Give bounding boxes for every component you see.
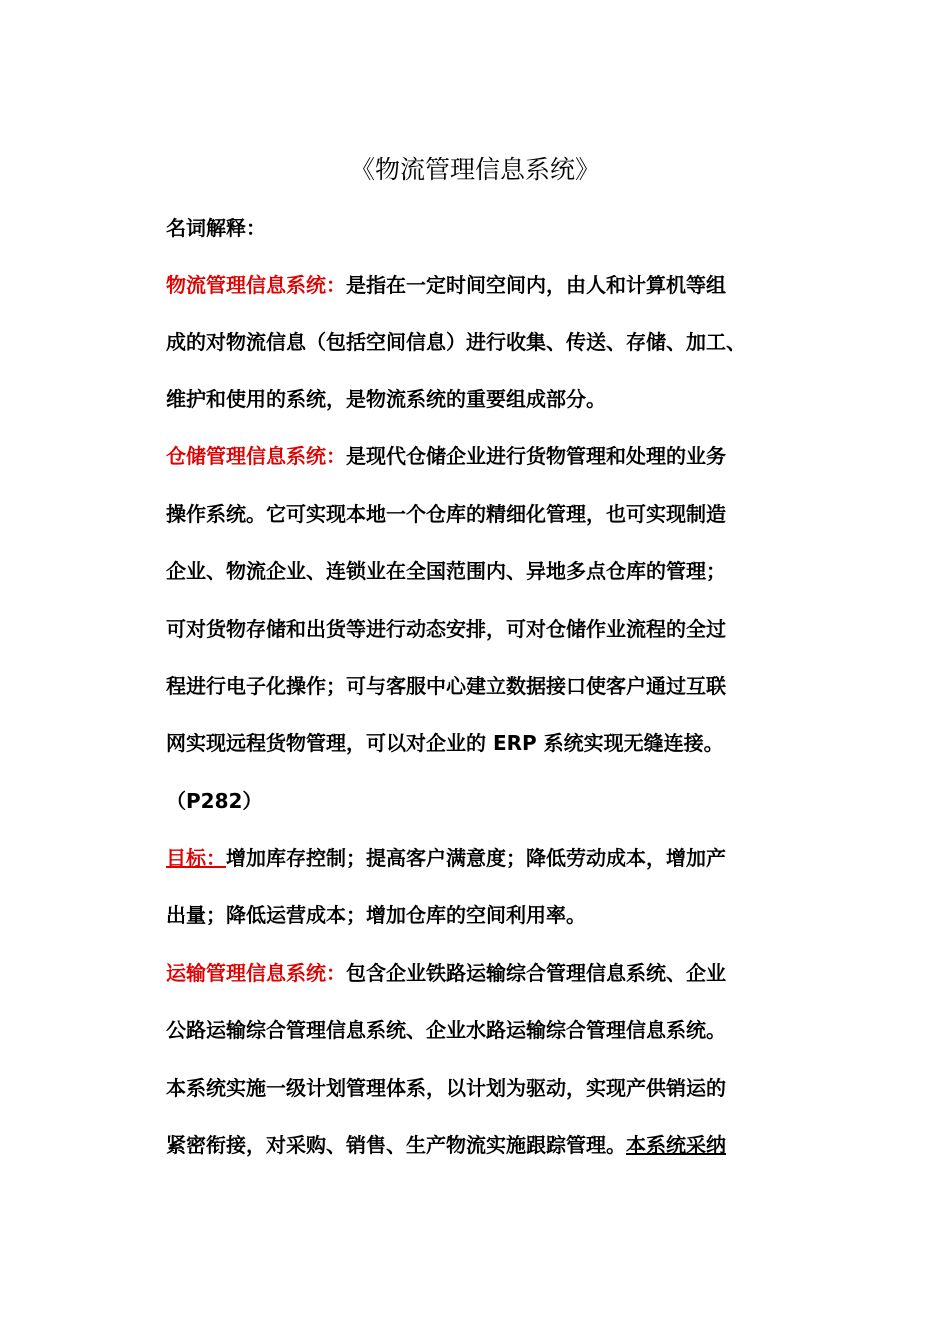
entry-line: 企业、物流企业、连锁业在全国范围内、异地多点仓库的管理； xyxy=(166,559,726,583)
page-reference: （P282） xyxy=(166,789,263,813)
definition-text: 紧密衔接，对采购、销售、生产物流实施跟踪管理。 xyxy=(166,1133,626,1157)
section-heading: 名词解释： xyxy=(166,216,266,240)
entry-line: 操作系统。它可实现本地一个仓库的精细化管理，也可实现制造 xyxy=(166,502,726,526)
definition-text: 是指在一定时间空间内，由人和计算机等组 xyxy=(346,273,726,297)
definition-text: 是现代仓储企业进行货物管理和处理的业务 xyxy=(346,444,726,468)
entry-line xyxy=(166,270,806,300)
entry-line xyxy=(166,1130,806,1160)
definition-text: 增加库存控制；提高客户满意度；降低劳动成本，增加产 xyxy=(226,846,726,870)
entry-line: 本系统实施一级计划管理体系，以计划为驱动，实现产供销运的 xyxy=(166,1076,726,1100)
term-warehouse-mis: 仓储管理信息系统： xyxy=(166,444,346,468)
entry-line: 网实现远程货物管理，可以对企业的 ERP 系统实现无缝连接。 xyxy=(166,731,724,755)
term-transport-mis: 运输管理信息系统： xyxy=(166,961,346,985)
term-logistics-mis: 物流管理信息系统： xyxy=(166,273,346,297)
entry-line xyxy=(166,441,806,471)
underlined-text: 本系统采纳 xyxy=(626,1133,726,1157)
entry-line: 可对货物存储和出货等进行动态安排，可对仓储作业流程的全过 xyxy=(166,617,726,641)
entry-line: 程进行电子化操作；可与客服中心建立数据接口使客户通过互联 xyxy=(166,674,726,698)
document-title: 《物流管理信息系统》 xyxy=(349,155,600,184)
entry-line: 成的对物流信息（包括空间信息）进行收集、传送、存储、加工、 xyxy=(166,330,746,354)
entry-line: 公路运输综合管理信息系统、企业水路运输综合管理信息系统。 xyxy=(166,1018,726,1042)
entry-line: 维护和使用的系统，是物流系统的重要组成部分。 xyxy=(166,387,606,411)
definition-text: 包含企业铁路运输综合管理信息系统、企业 xyxy=(346,961,726,985)
entry-line xyxy=(166,843,806,873)
term-goals: 目标： xyxy=(166,846,226,870)
entry-line: 出量；降低运营成本；增加仓库的空间利用率。 xyxy=(166,903,586,927)
entry-line xyxy=(166,958,806,988)
